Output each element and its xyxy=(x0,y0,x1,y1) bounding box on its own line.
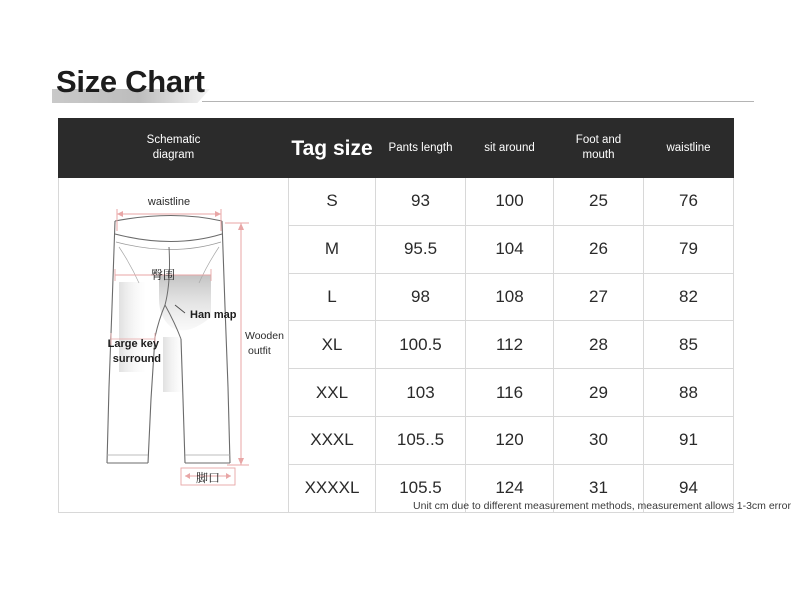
label-wooden-line2: outfit xyxy=(248,345,271,358)
cell-tag-size: XL xyxy=(289,321,376,369)
cell-pants-length: 100.5 xyxy=(376,321,466,369)
cell-foot-and-mouth: 26 xyxy=(554,225,644,273)
cell-foot-and-mouth: 29 xyxy=(554,369,644,417)
label-large-key-line1: Large key xyxy=(107,338,159,351)
cell-pants-length: 93 xyxy=(376,178,466,226)
cell-pants-length: 95.5 xyxy=(376,225,466,273)
label-leg-opening-chinese: 脚口 xyxy=(195,471,221,486)
cell-foot-and-mouth: 28 xyxy=(554,321,644,369)
label-hip-chinese: 臀围 xyxy=(150,268,176,283)
page-title-block xyxy=(52,66,752,110)
waistline-arrow-left xyxy=(117,211,123,217)
header-schematic-line2: diagram xyxy=(152,149,195,161)
table-body xyxy=(59,178,734,513)
left-pocket-line xyxy=(119,247,139,283)
cell-pants-length: 98 xyxy=(376,273,466,321)
cell-foot-and-mouth: 30 xyxy=(554,416,644,464)
cell-tag-size: XXXXL xyxy=(289,464,376,512)
cell-foot-and-mouth: 25 xyxy=(554,178,644,226)
header-foot-line2: mouth xyxy=(582,149,615,161)
pants-schematic-svg xyxy=(59,187,289,497)
size-chart-table xyxy=(58,118,734,513)
length-arrow-top xyxy=(238,223,244,230)
measurement-note: Unit cm due to different measurement methods, measurement allows 1-3cm error xyxy=(413,500,791,512)
title-horizontal-rule xyxy=(202,101,754,102)
cell-tag-size: XXXL xyxy=(289,416,376,464)
cell-waistline: 88 xyxy=(644,369,734,417)
label-wooden-line1: Wooden xyxy=(245,330,284,343)
cell-sit-around: 104 xyxy=(466,225,554,273)
label-han-map: Han map xyxy=(190,309,237,322)
table-row xyxy=(59,178,734,226)
table-header xyxy=(59,119,734,178)
cell-sit-around: 100 xyxy=(466,178,554,226)
cell-pants-length: 105.5 xyxy=(376,464,466,512)
right-outer-seam xyxy=(222,221,230,463)
cell-sit-around: 120 xyxy=(466,416,554,464)
cell-waistline: 79 xyxy=(644,225,734,273)
cell-foot-and-mouth: 31 xyxy=(554,464,644,512)
waistband-stitch xyxy=(116,242,221,250)
cell-waistline: 91 xyxy=(644,416,734,464)
column-header-foot-and-mouth xyxy=(554,119,644,178)
length-arrow-bottom xyxy=(238,458,244,465)
inner-leg-shading xyxy=(163,337,183,392)
waistband-top-edge xyxy=(115,216,222,222)
column-header-pants-length: Pants length xyxy=(376,119,466,178)
cell-tag-size: XXL xyxy=(289,369,376,417)
leg-opening-arrow-left xyxy=(185,473,190,479)
column-header-sit-around: sit around xyxy=(466,119,554,178)
cell-pants-length: 103 xyxy=(376,369,466,417)
cell-foot-and-mouth: 27 xyxy=(554,273,644,321)
cell-sit-around: 116 xyxy=(466,369,554,417)
header-schematic-line1: Schematic xyxy=(146,134,201,146)
cell-tag-size: L xyxy=(289,273,376,321)
column-header-tag-size: Tag size xyxy=(289,119,376,178)
cell-waistline: 76 xyxy=(644,178,734,226)
waistline-arrow-right xyxy=(215,211,221,217)
column-header-schematic-diagram xyxy=(59,119,289,178)
leg-opening-arrow-right xyxy=(226,473,231,479)
page-title: Size Chart xyxy=(56,64,205,99)
schematic-diagram-cell xyxy=(59,178,289,513)
cell-sit-around: 112 xyxy=(466,321,554,369)
header-foot-line1: Foot and xyxy=(575,134,622,146)
crotch-shading xyxy=(159,275,211,330)
cell-waistline: 82 xyxy=(644,273,734,321)
label-waistline: waistline xyxy=(147,196,191,209)
cell-tag-size: M xyxy=(289,225,376,273)
cell-waistline: 94 xyxy=(644,464,734,512)
cell-pants-length: 105..5 xyxy=(376,416,466,464)
cell-sit-around: 108 xyxy=(466,273,554,321)
cell-waistline: 85 xyxy=(644,321,734,369)
waistband-bottom-edge xyxy=(115,234,222,242)
header-row xyxy=(59,119,734,178)
cell-sit-around: 124 xyxy=(466,464,554,512)
cell-tag-size: S xyxy=(289,178,376,226)
column-header-waistline: waistline xyxy=(644,119,734,178)
label-large-key-line2: surround xyxy=(112,353,161,366)
